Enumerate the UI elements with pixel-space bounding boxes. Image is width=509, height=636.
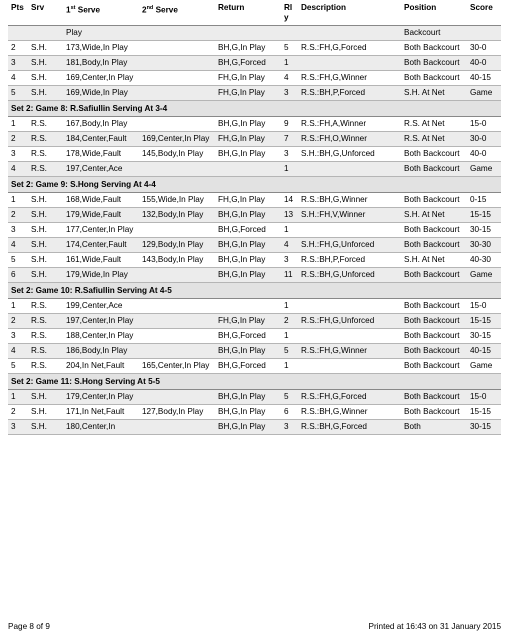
- point-number-cell: 2: [8, 41, 28, 56]
- first-serve-cell: 188,Center,In Play: [63, 329, 139, 344]
- return-cell: BH,G,In Play: [215, 268, 281, 283]
- page-number: Page 8 of 9: [8, 622, 50, 631]
- col-header-score: Score: [467, 0, 501, 26]
- first-serve-cell: Play: [63, 26, 139, 41]
- position-cell: Both Backcourt: [401, 162, 467, 177]
- point-number-cell: 5: [8, 86, 28, 101]
- game-header-row: [8, 101, 501, 117]
- description-cell: R.S.:BH,G,Winner: [298, 405, 401, 420]
- position-cell: Both Backcourt: [401, 238, 467, 253]
- point-number-cell: 2: [8, 405, 28, 420]
- rally-length-cell: 2: [281, 314, 298, 329]
- score-cell: 30-15: [467, 329, 501, 344]
- rally-length-cell: 3: [281, 86, 298, 101]
- position-cell: Both Backcourt: [401, 71, 467, 86]
- rally-length-cell: 4: [281, 238, 298, 253]
- first-serve-cell: 204,In Net,Fault: [63, 359, 139, 374]
- table-row: [8, 26, 501, 41]
- table-row: [8, 299, 501, 314]
- game-header: Set 2: Game 11: S.Hong Serving At 5-5: [8, 374, 501, 390]
- return-cell: BH,G,In Play: [215, 117, 281, 132]
- first-serve-cell: 180,Center,In: [63, 420, 139, 435]
- second-serve-cell: [139, 299, 215, 314]
- point-number-cell: 1: [8, 117, 28, 132]
- position-cell: Both Backcourt: [401, 390, 467, 405]
- score-cell: 40-0: [467, 147, 501, 162]
- rally-length-cell: 3: [281, 420, 298, 435]
- description-cell: R.S.:FH,A,Winner: [298, 117, 401, 132]
- first-serve-cell: 173,Wide,In Play: [63, 41, 139, 56]
- second-serve-cell: 145,Body,In Play: [139, 147, 215, 162]
- position-cell: Both Backcourt: [401, 56, 467, 71]
- point-number-cell: 2: [8, 132, 28, 147]
- server-cell: S.H.: [28, 56, 63, 71]
- game-header-row: [8, 374, 501, 390]
- rally-length-cell: 1: [281, 162, 298, 177]
- server-cell: R.S.: [28, 299, 63, 314]
- second-serve-cell: 132,Body,In Play: [139, 208, 215, 223]
- table-row: [8, 147, 501, 162]
- rally-length-cell: 14: [281, 193, 298, 208]
- description-cell: R.S.:FH,G,Forced: [298, 41, 401, 56]
- score-cell: Game: [467, 359, 501, 374]
- score-cell: 15-15: [467, 208, 501, 223]
- game-header: Set 2: Game 8: R.Safiullin Serving At 3-4: [8, 101, 501, 117]
- table-row: [8, 71, 501, 86]
- second-serve-cell: 143,Body,In Play: [139, 253, 215, 268]
- rally-length-cell: 5: [281, 344, 298, 359]
- table-row: [8, 223, 501, 238]
- server-cell: S.H.: [28, 41, 63, 56]
- return-cell: BH,G,In Play: [215, 405, 281, 420]
- rally-length-cell: 5: [281, 41, 298, 56]
- description-cell: R.S.:BH,G,Winner: [298, 193, 401, 208]
- point-number-cell: 5: [8, 253, 28, 268]
- first-serve-cell: 197,Center,Ace: [63, 162, 139, 177]
- col-header-return: Return: [215, 0, 281, 26]
- server-cell: S.H.: [28, 405, 63, 420]
- position-cell: S.H. At Net: [401, 208, 467, 223]
- score-cell: 30-0: [467, 41, 501, 56]
- second-serve-cell: [139, 390, 215, 405]
- points-table: [8, 0, 501, 435]
- server-cell: [28, 26, 63, 41]
- point-number-cell: 4: [8, 71, 28, 86]
- description-cell: R.S.:BH,G,Unforced: [298, 268, 401, 283]
- rally-length-cell: 1: [281, 299, 298, 314]
- point-number-cell: 3: [8, 56, 28, 71]
- position-cell: Both Backcourt: [401, 405, 467, 420]
- server-cell: R.S.: [28, 359, 63, 374]
- score-cell: Game: [467, 268, 501, 283]
- server-cell: R.S.: [28, 344, 63, 359]
- point-number-cell: 1: [8, 390, 28, 405]
- first-serve-cell: 181,Body,In Play: [63, 56, 139, 71]
- rally-length-cell: 1: [281, 223, 298, 238]
- points-table-body: [8, 26, 501, 435]
- return-cell: [215, 26, 281, 41]
- return-cell: BH,G,In Play: [215, 147, 281, 162]
- score-cell: 40-30: [467, 253, 501, 268]
- return-cell: BH,G,Forced: [215, 223, 281, 238]
- score-cell: 15-0: [467, 117, 501, 132]
- first-serve-cell: 179,Center,In Play: [63, 390, 139, 405]
- server-cell: S.H.: [28, 238, 63, 253]
- position-cell: Both Backcourt: [401, 329, 467, 344]
- game-header-row: [8, 177, 501, 193]
- second-serve-cell: [139, 162, 215, 177]
- first-serve-cell: 199,Center,Ace: [63, 299, 139, 314]
- score-cell: Game: [467, 86, 501, 101]
- server-cell: R.S.: [28, 329, 63, 344]
- table-row: [8, 238, 501, 253]
- rally-length-cell: 3: [281, 147, 298, 162]
- description-cell: S.H.:BH,G,Unforced: [298, 147, 401, 162]
- position-cell: S.H. At Net: [401, 86, 467, 101]
- second-serve-cell: [139, 268, 215, 283]
- description-cell: [298, 56, 401, 71]
- second-serve-cell: 129,Body,In Play: [139, 238, 215, 253]
- point-number-cell: 1: [8, 299, 28, 314]
- description-cell: [298, 26, 401, 41]
- game-header-row: [8, 283, 501, 299]
- game-header: Set 2: Game 10: R.Safiullin Serving At 4-5: [8, 283, 501, 299]
- point-number-cell: 5: [8, 359, 28, 374]
- second-serve-cell: [139, 86, 215, 101]
- rally-length-cell: 4: [281, 71, 298, 86]
- return-cell: BH,G,In Play: [215, 344, 281, 359]
- point-number-cell: 4: [8, 344, 28, 359]
- second-serve-cell: [139, 329, 215, 344]
- position-cell: Both Backcourt: [401, 41, 467, 56]
- rally-length-cell: 7: [281, 132, 298, 147]
- score-cell: 30-15: [467, 223, 501, 238]
- table-row: [8, 359, 501, 374]
- description-cell: S.H.:FH,G,Unforced: [298, 238, 401, 253]
- first-serve-cell: 169,Center,In Play: [63, 71, 139, 86]
- score-cell: Game: [467, 162, 501, 177]
- rally-length-cell: 1: [281, 329, 298, 344]
- point-number-cell: 2: [8, 314, 28, 329]
- first-serve-cell: 168,Wide,Fault: [63, 193, 139, 208]
- rally-length-cell: 1: [281, 56, 298, 71]
- return-cell: BH,G,In Play: [215, 420, 281, 435]
- first-serve-cell: 174,Center,Fault: [63, 238, 139, 253]
- table-row: [8, 117, 501, 132]
- score-cell: 15-15: [467, 405, 501, 420]
- second-serve-cell: [139, 56, 215, 71]
- second-serve-cell: [139, 344, 215, 359]
- return-cell: BH,G,In Play: [215, 208, 281, 223]
- position-cell: Both Backcourt: [401, 193, 467, 208]
- point-number-cell: 4: [8, 162, 28, 177]
- return-cell: FH,G,In Play: [215, 132, 281, 147]
- description-cell: S.H.:FH,V,Winner: [298, 208, 401, 223]
- return-cell: FH,G,In Play: [215, 86, 281, 101]
- table-row: [8, 344, 501, 359]
- second-serve-cell: [139, 117, 215, 132]
- point-number-cell: 3: [8, 329, 28, 344]
- rally-length-cell: 6: [281, 405, 298, 420]
- return-cell: BH,G,In Play: [215, 253, 281, 268]
- table-row: [8, 208, 501, 223]
- server-cell: S.H.: [28, 86, 63, 101]
- first-serve-cell: 178,Wide,Fault: [63, 147, 139, 162]
- point-number-cell: 6: [8, 268, 28, 283]
- table-row: [8, 405, 501, 420]
- position-cell: Both Backcourt: [401, 147, 467, 162]
- table-row: [8, 162, 501, 177]
- description-cell: [298, 299, 401, 314]
- score-cell: [467, 26, 501, 41]
- return-cell: FH,G,In Play: [215, 193, 281, 208]
- header-row: [8, 0, 501, 26]
- first-serve-cell: 177,Center,In Play: [63, 223, 139, 238]
- first-serve-cell: 161,Wide,Fault: [63, 253, 139, 268]
- return-cell: BH,G,Forced: [215, 359, 281, 374]
- col-header-position: Position: [401, 0, 467, 26]
- first-serve-cell: 186,Body,In Play: [63, 344, 139, 359]
- return-cell: [215, 162, 281, 177]
- table-row: [8, 314, 501, 329]
- return-cell: FH,G,In Play: [215, 71, 281, 86]
- server-cell: R.S.: [28, 314, 63, 329]
- first-serve-cell: 184,Center,Fault: [63, 132, 139, 147]
- score-cell: 40-15: [467, 71, 501, 86]
- score-cell: 30-0: [467, 132, 501, 147]
- first-serve-cell: 169,Wide,In Play: [63, 86, 139, 101]
- server-cell: S.H.: [28, 71, 63, 86]
- second-serve-cell: 127,Body,In Play: [139, 405, 215, 420]
- return-cell: BH,G,In Play: [215, 390, 281, 405]
- rally-length-cell: 11: [281, 268, 298, 283]
- second-serve-cell: [139, 26, 215, 41]
- table-row: [8, 41, 501, 56]
- second-serve-cell: [139, 314, 215, 329]
- rally-length-cell: 13: [281, 208, 298, 223]
- position-cell: Both Backcourt: [401, 299, 467, 314]
- position-cell: R.S. At Net: [401, 117, 467, 132]
- server-cell: R.S.: [28, 132, 63, 147]
- table-row: [8, 193, 501, 208]
- description-cell: R.S.:BH,P,Forced: [298, 86, 401, 101]
- rally-length-cell: 3: [281, 253, 298, 268]
- position-cell: Both Backcourt: [401, 223, 467, 238]
- match-report-sheet: [8, 0, 501, 435]
- server-cell: S.H.: [28, 193, 63, 208]
- description-cell: [298, 359, 401, 374]
- description-cell: [298, 162, 401, 177]
- col-header-pts: Pts: [8, 0, 28, 26]
- table-row: [8, 329, 501, 344]
- col-header-first-serve: 1st Serve: [63, 0, 139, 26]
- return-cell: BH,G,In Play: [215, 41, 281, 56]
- point-number-cell: [8, 26, 28, 41]
- score-cell: 15-15: [467, 314, 501, 329]
- game-header: Set 2: Game 9: S.Hong Serving At 4-4: [8, 177, 501, 193]
- description-cell: [298, 223, 401, 238]
- server-cell: S.H.: [28, 390, 63, 405]
- description-cell: R.S.:FH,G,Forced: [298, 390, 401, 405]
- score-cell: 0-15: [467, 193, 501, 208]
- server-cell: S.H.: [28, 268, 63, 283]
- description-cell: [298, 329, 401, 344]
- second-serve-cell: 155,Wide,In Play: [139, 193, 215, 208]
- position-cell: Both Backcourt: [401, 314, 467, 329]
- second-serve-cell: [139, 41, 215, 56]
- return-cell: BH,G,Forced: [215, 329, 281, 344]
- table-row: [8, 253, 501, 268]
- description-cell: R.S.:FH,G,Unforced: [298, 314, 401, 329]
- table-row: [8, 268, 501, 283]
- point-number-cell: 3: [8, 147, 28, 162]
- description-cell: R.S.:FH,O,Winner: [298, 132, 401, 147]
- server-cell: S.H.: [28, 253, 63, 268]
- first-serve-cell: 167,Body,In Play: [63, 117, 139, 132]
- rally-length-cell: 5: [281, 390, 298, 405]
- description-cell: R.S.:BH,G,Forced: [298, 420, 401, 435]
- point-number-cell: 4: [8, 238, 28, 253]
- rally-length-cell: 9: [281, 117, 298, 132]
- position-cell: Both Backcourt: [401, 344, 467, 359]
- second-serve-cell: [139, 223, 215, 238]
- point-number-cell: 1: [8, 193, 28, 208]
- position-cell: R.S. At Net: [401, 132, 467, 147]
- col-header-description: Description: [298, 0, 401, 26]
- table-row: [8, 56, 501, 71]
- first-serve-cell: 171,In Net,Fault: [63, 405, 139, 420]
- server-cell: R.S.: [28, 147, 63, 162]
- first-serve-cell: 179,Wide,In Play: [63, 268, 139, 283]
- server-cell: R.S.: [28, 117, 63, 132]
- score-cell: 40-0: [467, 56, 501, 71]
- first-serve-cell: 197,Center,In Play: [63, 314, 139, 329]
- position-cell: S.H. At Net: [401, 253, 467, 268]
- position-cell: Both Backcourt: [401, 268, 467, 283]
- score-cell: 30-15: [467, 420, 501, 435]
- score-cell: 40-15: [467, 344, 501, 359]
- table-row: [8, 390, 501, 405]
- server-cell: S.H.: [28, 223, 63, 238]
- return-cell: FH,G,In Play: [215, 314, 281, 329]
- first-serve-cell: 179,Wide,Fault: [63, 208, 139, 223]
- return-cell: [215, 299, 281, 314]
- second-serve-cell: [139, 71, 215, 86]
- score-cell: 15-0: [467, 299, 501, 314]
- description-cell: R.S.:BH,P,Forced: [298, 253, 401, 268]
- server-cell: R.S.: [28, 162, 63, 177]
- server-cell: S.H.: [28, 208, 63, 223]
- table-row: [8, 132, 501, 147]
- description-cell: R.S.:FH,G,Winner: [298, 344, 401, 359]
- table-row: [8, 420, 501, 435]
- position-cell: Backcourt: [401, 26, 467, 41]
- server-cell: S.H.: [28, 420, 63, 435]
- return-cell: BH,G,In Play: [215, 238, 281, 253]
- printed-timestamp: Printed at 16:43 on 31 January 2015: [368, 622, 501, 631]
- point-number-cell: 3: [8, 223, 28, 238]
- second-serve-cell: [139, 420, 215, 435]
- score-cell: 15-0: [467, 390, 501, 405]
- point-number-cell: 3: [8, 420, 28, 435]
- score-cell: 30-30: [467, 238, 501, 253]
- table-row: [8, 86, 501, 101]
- position-cell: Both: [401, 420, 467, 435]
- rally-length-cell: 1: [281, 359, 298, 374]
- col-header-srv: Srv: [28, 0, 63, 26]
- col-header-second-serve: 2nd Serve: [139, 0, 215, 26]
- position-cell: Both Backcourt: [401, 359, 467, 374]
- col-header-rally: Rly: [281, 0, 298, 26]
- return-cell: BH,G,Forced: [215, 56, 281, 71]
- point-number-cell: 2: [8, 208, 28, 223]
- rally-length-cell: [281, 26, 298, 41]
- second-serve-cell: 169,Center,In Play: [139, 132, 215, 147]
- description-cell: R.S.:FH,G,Winner: [298, 71, 401, 86]
- second-serve-cell: 165,Center,In Play: [139, 359, 215, 374]
